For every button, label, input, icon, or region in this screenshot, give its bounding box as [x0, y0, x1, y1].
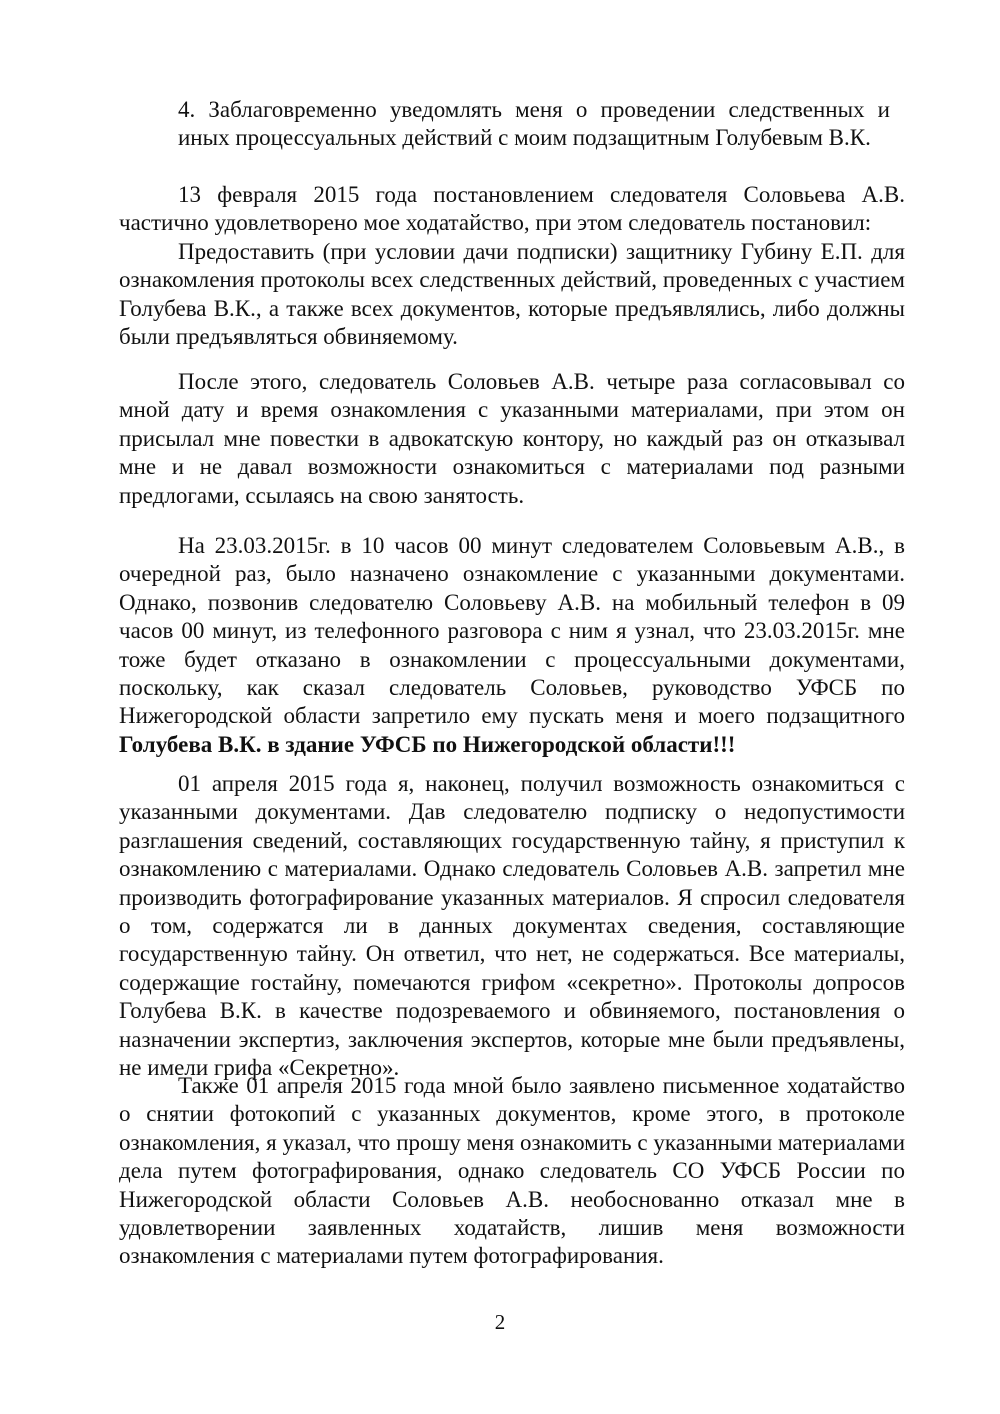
paragraph-resolution-text: Предоставить (при условии дачи подписки) защитнику Губину Е.П. для ознакомления протоколы всех следственных действий, проведенных с участием Голубева В.К., а также всех документов, которые предъявлялись, либо должны были предъявляться обвиняемому.	[119, 239, 905, 350]
paragraph-photocopy-petition: Также 01 апреля 2015 года мной было заявлено письменное ходатайство о снятии фотокопий с указанных документов, кроме этого, в протоколе ознакомления, я указал, что прошу меня ознакомить с указанными материалами дела путем фотографирования, однако следователь СО УФСБ России по Нижегородской области Соловьев А.В. необоснованно отказал мне в удовлетворении заявленных ходатайств, лишив меня возможности ознакомления с материалами путем фотографирования.	[119, 1073, 905, 1269]
page-number: 2	[494, 1310, 506, 1334]
paragraph-petition-partially-granted: 13 февраля 2015 года постановлением следователя Соловьева А.В. частично удовлетворено мое ходатайство, при этом следователь постановил:	[119, 182, 905, 236]
list-item-4: 4. Заблаговременно уведомлять меня о проведении следственных и иных процессуальных действий с моим подзащитным Голубевым В.К.	[178, 97, 890, 151]
paragraph-april-01: 01 апреля 2015 года я, наконец, получил возможность ознакомиться с указанными документами. Дав следователю подписку о недопустимости разглашения сведений, составляющих государственную тайну, я приступил к ознакомлению с материалами. Однако следователь Соловьев А.В. запретил мне производить фотографирование указанных материалов. Я спросил следователя о том, содержатся ли в данных документах сведения, составляющие государственную тайну. Он ответил, что нет, не содержаться. Все материалы, содержащие гостайну, помечаются грифом «секретно». Протоколы допросов Голубева В.К. в качестве подозреваемого и обвиняемого, постановления о назначении экспертиз, заключения экспертов, которые мне были предъявлены, не имели грифа «Секретно».	[119, 771, 905, 1081]
paragraph-march-23: На 23.03.2015г. в 10 часов 00 минут следователем Соловьевым А.В., в очередной раз, было назначено ознакомление с указанными документами. Однако, позвонив следователю Соловьеву А.В. на мобильный телефон в 09 часов 00 минут, из телефонного разговора с ним я узнал, что 23.03.2015г. мне тоже будет отказано в ознакомлении с процессуальными документами, поскольку, как сказал следователь Соловьев, руководство УФСБ по Нижегородской области запретило ему пускать меня и моего подзащитного Голубева В.К. в здание УФСБ по Нижегородской области!!!	[119, 533, 905, 757]
paragraph-repeated-refusals: После этого, следователь Соловьев А.В. четыре раза согласовывал со мной дату и время ознакомления с указанными материалами, при этом он присылал мне повестки в адвокатскую контору, но каждый раз он отказывал мне и не давал возможности ознакомиться с материалами под разными предлогами, ссылаясь на свою занятость.	[119, 369, 905, 508]
emphasized-text: Голубева В.К. в здание УФСБ по Нижегородской области!!!	[119, 731, 736, 757]
